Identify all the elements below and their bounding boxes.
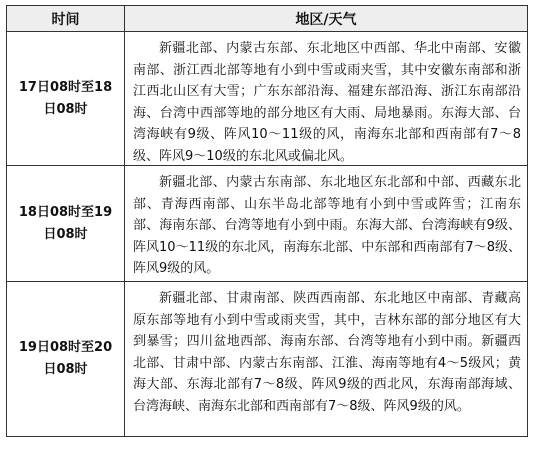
weather-cell xyxy=(125,282,527,436)
time-text: 18日08时至19日08时 xyxy=(18,204,113,242)
time-text: 19日08时至20日08时 xyxy=(18,340,113,377)
table-row xyxy=(7,166,527,282)
weather-forecast-table xyxy=(6,5,528,437)
header-weather: 地区/天气 xyxy=(295,11,357,28)
weather-cell xyxy=(125,166,527,281)
table-header-row xyxy=(7,6,527,32)
table-row xyxy=(7,282,527,436)
time-cell xyxy=(7,32,125,165)
time-cell xyxy=(7,282,125,436)
time-cell xyxy=(7,166,125,281)
header-time: 时间 xyxy=(7,6,125,31)
weather-cell xyxy=(125,32,527,165)
time-text: 17日08时至18日08时 xyxy=(18,79,113,117)
table-row xyxy=(7,32,527,166)
weather-text: 新疆北部、内蒙古东部、东北地区中西部、华北中南部、安徽南部、浙江西北部等地有小到中雪或雨夹雪，其中安徽东南部和浙江西北山区有大雪；广东东部沿海、福建东部沿海、浙江东南部沿海、台湾中西部等地的部分地区有大雨、局地暴雨。东海大部、台湾海峡有9级、阵风10～11级的风，南海东北部和西南部有7～8级、阵风9～10级的东北风或偏北风。 xyxy=(133,41,521,164)
weather-text: 新疆北部、内蒙古东南部、东北地区东北部和中部、西藏东北部、青海西南部、山东半岛北部等地有小到中雪或阵雪；江南东部、海南东部、台湾等地有小到中雨。东海大部、台湾海峡有9级、阵风10～11级的东北风，南海东北部、中东部和西南部有7～8级、阵风9级的风。 xyxy=(133,175,521,276)
weather-text: 新疆北部、甘肃南部、陕西西南部、东北地区中南部、青藏高原东部等地有小到中雪或雨夹雪，其中，吉林东部的部分地区有大到暴雪；四川盆地西部、海南东部、台湾等地有小到中雨。新疆西北部、甘肃中部、内蒙古东南部、江淮、海南等地有4～5级风；黄海大部、东海北部有7～8级、阵风9级的西北风，东海南部海域、台湾海峡、南海东北部和西南部有7～8级、阵风9级的风。 xyxy=(133,291,521,414)
